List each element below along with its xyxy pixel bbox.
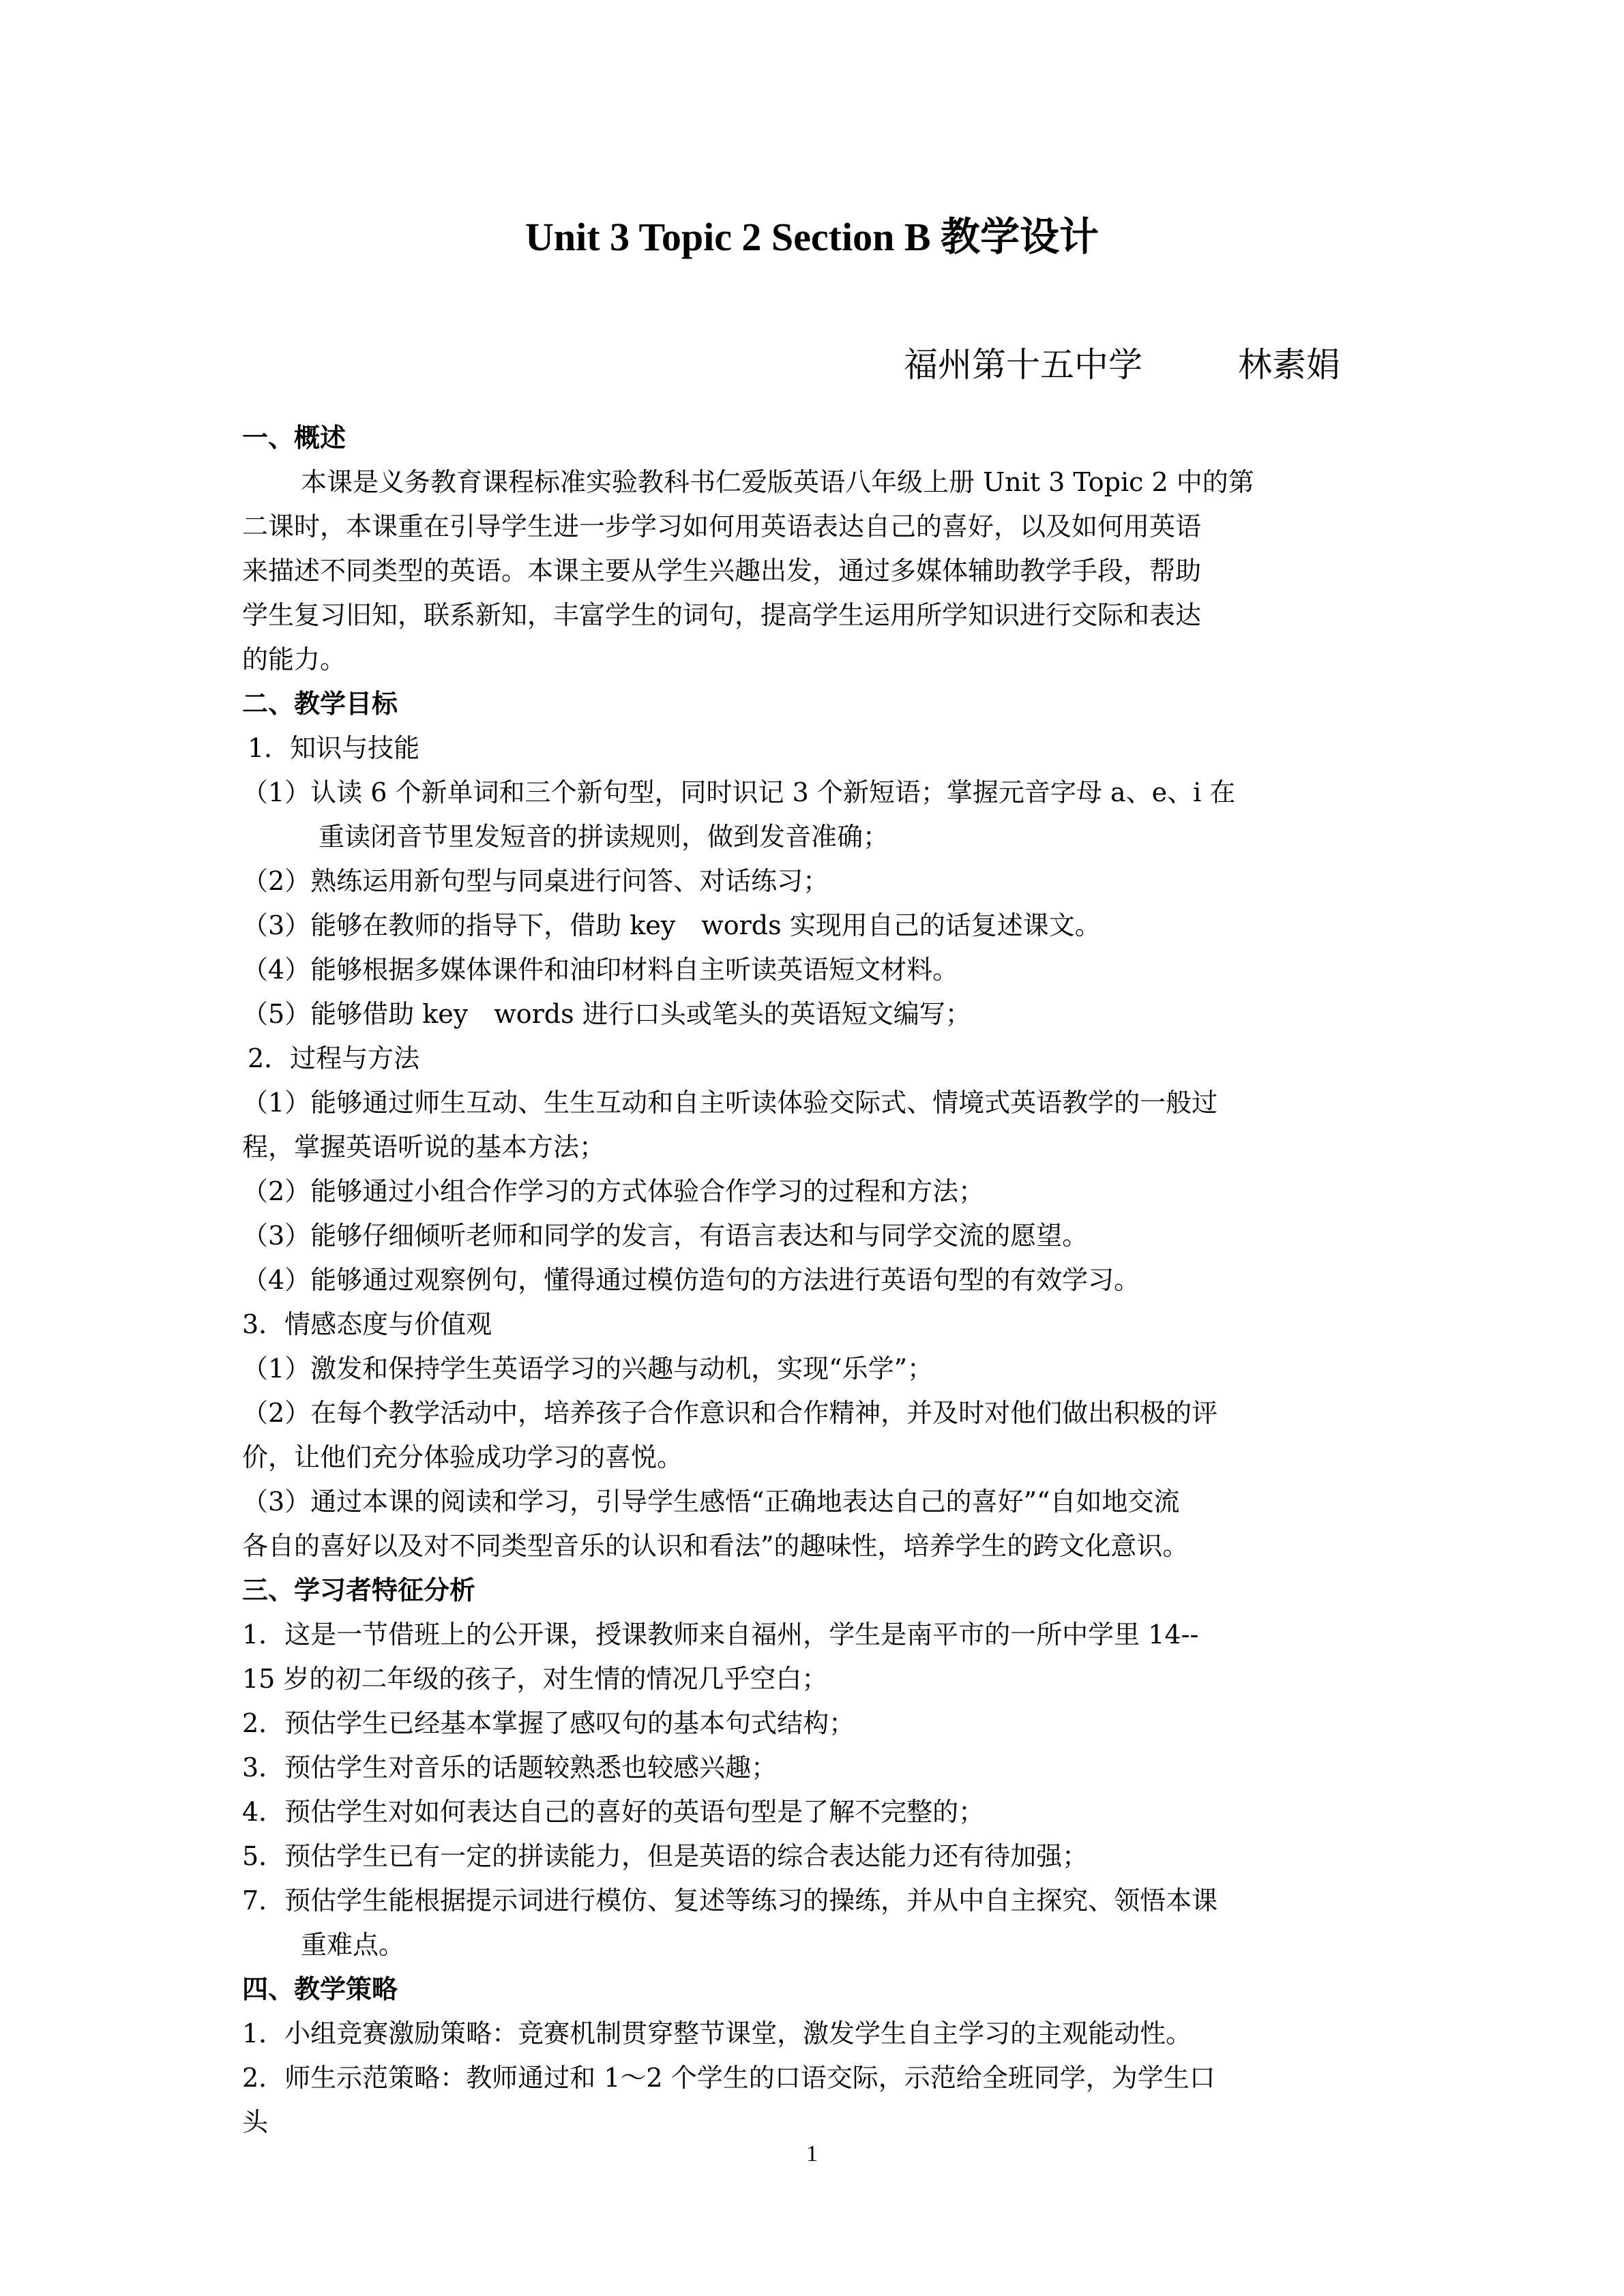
- overview-paragraph-line: 二课时，本课重在引导学生进一步学习如何用英语表达自己的喜好，以及如何用英语: [242, 511, 1202, 541]
- list-item: 4．预估学生对如何表达自己的喜好的英语句型是了解不完整的；: [242, 1797, 985, 1827]
- author-line: [904, 341, 1340, 389]
- overview-paragraph-line: 来描述不同类型的英语。本课主要从学生兴趣出发，通过多媒体辅助教学手段，帮助: [242, 556, 1202, 586]
- overview-paragraph-line: 学生复习旧知，联系新知，丰富学生的词句，提高学生运用所学知识进行交际和表达: [242, 600, 1202, 630]
- list-item: （3）能够仔细倾听老师和同学的发言，有语言表达和与同学交流的愿望。: [242, 1221, 1089, 1251]
- subheading-emotion-values: 3．情感态度与价值观: [242, 1309, 492, 1339]
- list-item: 1．这是一节借班上的公开课，授课教师来自福州，学生是南平市的一所中学里 14--: [242, 1620, 1199, 1650]
- section-heading-objectives: 二、教学目标: [242, 689, 398, 719]
- author-name: 林素娟: [1238, 345, 1340, 385]
- list-item: （1）能够通过师生互动、生生互动和自主听读体验交际式、情境式英语教学的一般过: [242, 1088, 1218, 1118]
- list-item-continuation: 程，掌握英语听说的基本方法；: [242, 1132, 606, 1162]
- list-item-continuation: 重难点。: [301, 1930, 405, 1960]
- list-item-continuation: 价，让他们充分体验成功学习的喜悦。: [242, 1442, 683, 1472]
- school-name: 福州第十五中学: [904, 345, 1142, 385]
- list-item-continuation: 各自的喜好以及对不同类型音乐的认识和看法”的趣味性，培养学生的跨文化意识。: [242, 1531, 1189, 1561]
- list-item: 5．预估学生已有一定的拼读能力，但是英语的综合表达能力还有待加强；: [242, 1841, 1089, 1871]
- page-number: 1: [806, 2141, 818, 2166]
- section-heading-overview: 一、概述: [242, 423, 346, 453]
- list-item: （1）激发和保持学生英语学习的兴趣与动机，实现“乐学”；: [242, 1354, 934, 1384]
- list-item: 7．预估学生能根据提示词进行模仿、复述等练习的操练，并从中自主探究、领悟本课: [242, 1885, 1218, 1915]
- document-body: [242, 416, 1333, 2145]
- section-heading-strategies: 四、教学策略: [242, 1974, 398, 2004]
- list-item: 3．预估学生对音乐的话题较熟悉也较感兴趣；: [242, 1753, 778, 1783]
- list-item: （3）能够在教师的指导下，借助 key words 实现用自己的话复述课文。: [242, 910, 1101, 940]
- list-item-continuation: 15 岁的初二年级的孩子，对生情的情况几乎空白；: [242, 1664, 828, 1694]
- list-item: （2）能够通过小组合作学习的方式体验合作学习的过程和方法；: [242, 1176, 985, 1206]
- subheading-knowledge-skills: 1．知识与技能: [248, 733, 420, 763]
- overview-paragraph-line: 本课是义务教育课程标准实验教科书仁爱版英语八年级上册 Unit 3 Topic 2 中的第: [301, 467, 1254, 497]
- subheading-process-methods: 2．过程与方法: [248, 1043, 420, 1073]
- list-item: （3）通过本课的阅读和学习，引导学生感悟“正确地表达自己的喜好”“自如地交流: [242, 1487, 1180, 1517]
- section-heading-learner-analysis: 三、学习者特征分析: [242, 1575, 476, 1605]
- list-item-continuation: 重读闭音节里发短音的拼读规则，做到发音准确；: [319, 822, 889, 852]
- list-item: （4）能够根据多媒体课件和油印材料自主听读英语短文材料。: [242, 955, 959, 985]
- list-item: 1．小组竞赛激励策略：竞赛机制贯穿整节课堂，激发学生自主学习的主观能动性。: [242, 2018, 1192, 2048]
- list-item: （4）能够通过观察例句，懂得通过模仿造句的方法进行英语句型的有效学习。: [242, 1265, 1140, 1295]
- list-item: （1）认读 6 个新单词和三个新句型，同时识记 3 个新短语；掌握元音字母 a、e、i 在: [242, 777, 1236, 807]
- list-item: 2．师生示范策略：教师通过和 1～2 个学生的口语交际，示范给全班同学，为学生口: [242, 2063, 1215, 2093]
- list-item-continuation: 头: [242, 2107, 269, 2137]
- list-item: （2）熟练运用新句型与同桌进行问答、对话练习；: [242, 866, 829, 896]
- overview-paragraph-line: 的能力。: [242, 644, 346, 674]
- list-item: 2．预估学生已经基本掌握了感叹句的基本句式结构；: [242, 1708, 855, 1738]
- list-item: （5）能够借助 key words 进行口头或笔头的英语短文编写；: [242, 999, 971, 1029]
- document-title: Unit 3 Topic 2 Section B 教学设计: [525, 215, 1099, 259]
- list-item: （2）在每个教学活动中，培养孩子合作意识和合作精神，并及时对他们做出积极的评: [242, 1398, 1218, 1428]
